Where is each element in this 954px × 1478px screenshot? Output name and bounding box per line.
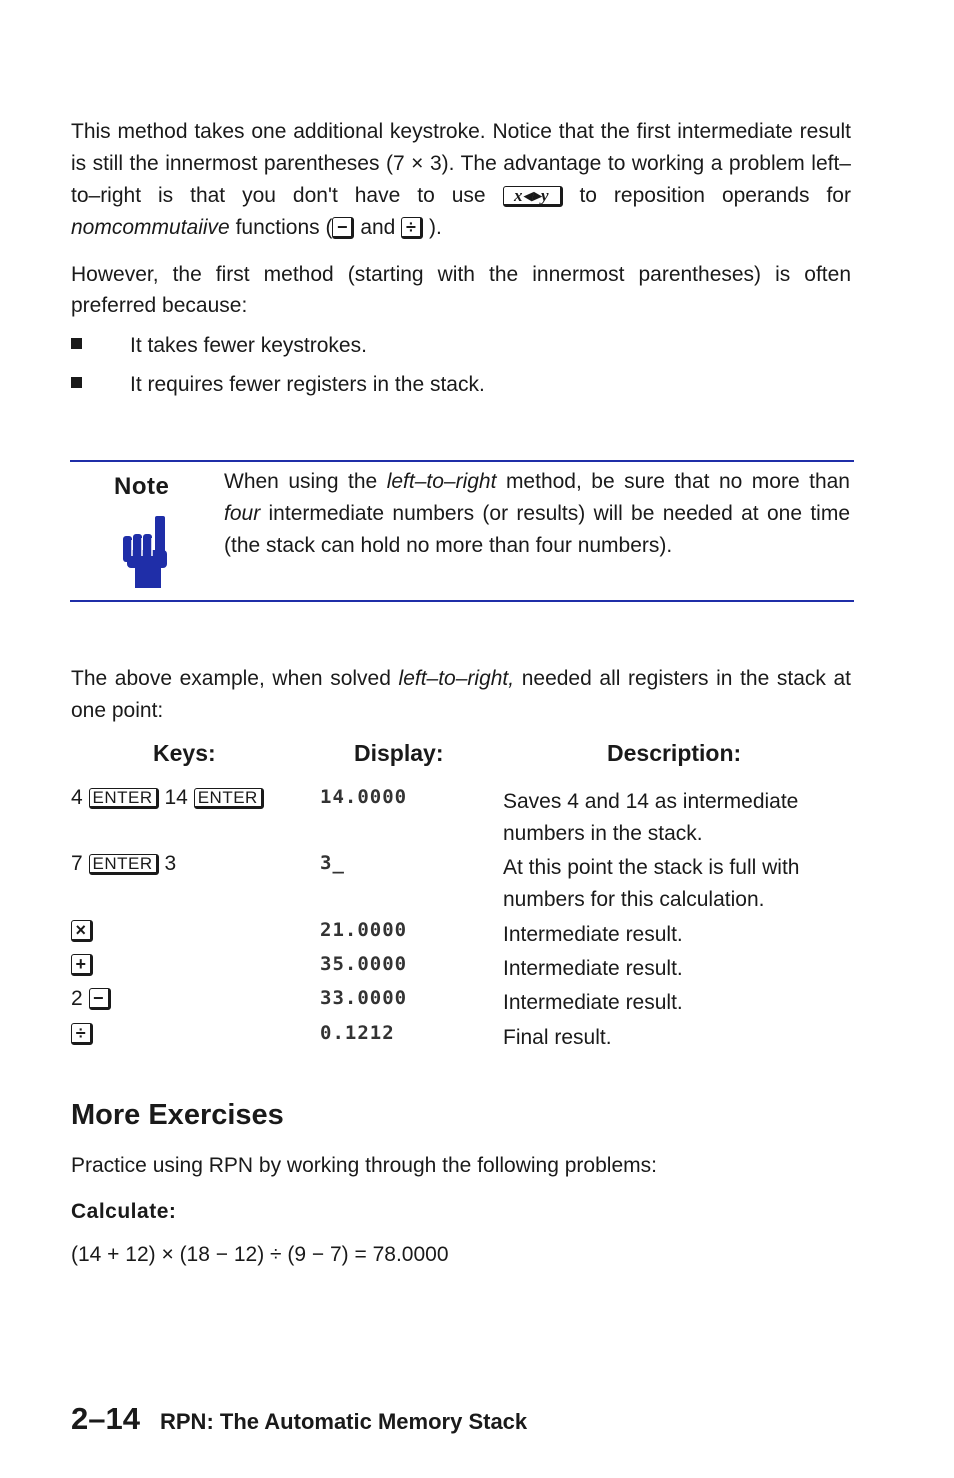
bullet-text: It requires fewer registers in the stack.: [130, 373, 485, 396]
para2-text: However, the first method (starting with the innermost parentheses) is often preferred because:: [71, 263, 851, 317]
keys-cell: [71, 953, 93, 977]
description-column-header: Description:: [607, 740, 742, 766]
keys-cell: [71, 852, 176, 876]
description-text: Intermediate result.: [503, 991, 683, 1014]
bullet-item: [71, 334, 367, 358]
key-number: 3: [164, 852, 177, 875]
keys-cell: [71, 987, 111, 1011]
multiply-key-icon: ×: [71, 920, 93, 942]
key-number: 7: [71, 852, 83, 875]
keys-cell: [71, 919, 93, 943]
enter-key-icon: ENTER: [89, 788, 159, 809]
intro-paragraph: [71, 116, 851, 244]
calculate-label: Calculate:: [71, 1200, 177, 1223]
minus-key-icon: −: [89, 988, 111, 1010]
description-text: Saves 4 and 14 as intermediate numbers in the stack.: [503, 790, 799, 845]
para3-text-1: The above example, when solved: [71, 667, 391, 690]
section-title: More Exercises: [71, 1099, 284, 1131]
swap-xy-key-icon: x◂▸y: [503, 186, 563, 207]
bullet-item: [71, 373, 485, 397]
display-value: 3_: [320, 852, 345, 874]
para1-italic: nomcommutaiive: [71, 216, 230, 239]
key-number: 2: [71, 987, 83, 1010]
page-number: 2–14: [71, 1401, 140, 1436]
note-body: [224, 466, 850, 562]
note-text-1: When using the: [224, 470, 378, 493]
display-column-header: Display:: [354, 740, 444, 766]
description-text: Intermediate result.: [503, 957, 683, 980]
para3-italic: left–to–right,: [398, 667, 515, 690]
divide-key-icon: ÷: [401, 217, 423, 239]
para1-text-1: This method takes one additional keystroke. Notice that the first intermediate result is still the innermost parentheses (7 × 3). The advantage to working a problem left–to–right is that you don't have to use: [71, 120, 851, 207]
note-text-2: method, be sure that no more than: [505, 470, 850, 493]
description-text: Final result.: [503, 1026, 612, 1049]
divide-key-icon: ÷: [71, 1023, 93, 1045]
key-number: 14: [164, 786, 188, 809]
plus-key-icon: +: [71, 954, 93, 976]
chapter-title: RPN: The Automatic Memory Stack: [160, 1409, 528, 1434]
keys-cell: [71, 1022, 93, 1046]
display-value: 35.0000: [320, 953, 408, 975]
para1-text-5: ).: [429, 216, 442, 239]
exercise-equation: (14 + 12) × (18 − 12) ÷ (9 − 7) = 78.0000: [71, 1243, 449, 1266]
para1-text-2: to reposition operands for: [579, 184, 851, 207]
note-top-rule: [70, 460, 854, 462]
note-bottom-rule: [70, 600, 854, 602]
example-paragraph: [71, 663, 851, 727]
note-heading: Note: [114, 473, 170, 500]
note-italic-1: left–to–right: [386, 470, 497, 493]
para3-text-2: needed all registers in the stack at one point:: [71, 667, 851, 722]
description-text: At this point the stack is full with numbers for this calculation.: [503, 856, 800, 911]
note-text-3: intermediate numbers (or results) will be needed at one time (the stack can hold no more than four numbers).: [224, 502, 850, 557]
keys-cell: [71, 786, 264, 810]
keys-column-header: Keys:: [153, 740, 216, 766]
display-value: 0.1212: [320, 1022, 395, 1044]
preference-paragraph: [71, 259, 851, 321]
square-bullet-icon: [71, 377, 82, 388]
display-value: 14.0000: [320, 786, 408, 808]
display-value: 33.0000: [320, 987, 408, 1009]
enter-key-icon: ENTER: [89, 854, 159, 875]
pointing-hand-icon: [121, 516, 171, 594]
para1-text-3: functions (: [235, 216, 333, 239]
description-text: Intermediate result.: [503, 923, 683, 946]
square-bullet-icon: [71, 338, 82, 349]
key-number: 4: [71, 786, 83, 809]
display-value: 21.0000: [320, 919, 408, 941]
para1-text-4: and: [360, 216, 396, 239]
minus-key-icon: −: [332, 217, 354, 239]
section-intro: Practice using RPN by working through the following problems:: [71, 1154, 657, 1177]
note-italic-2: four: [224, 502, 261, 525]
enter-key-icon: ENTER: [194, 788, 264, 809]
bullet-text: It takes fewer keystrokes.: [130, 334, 367, 357]
